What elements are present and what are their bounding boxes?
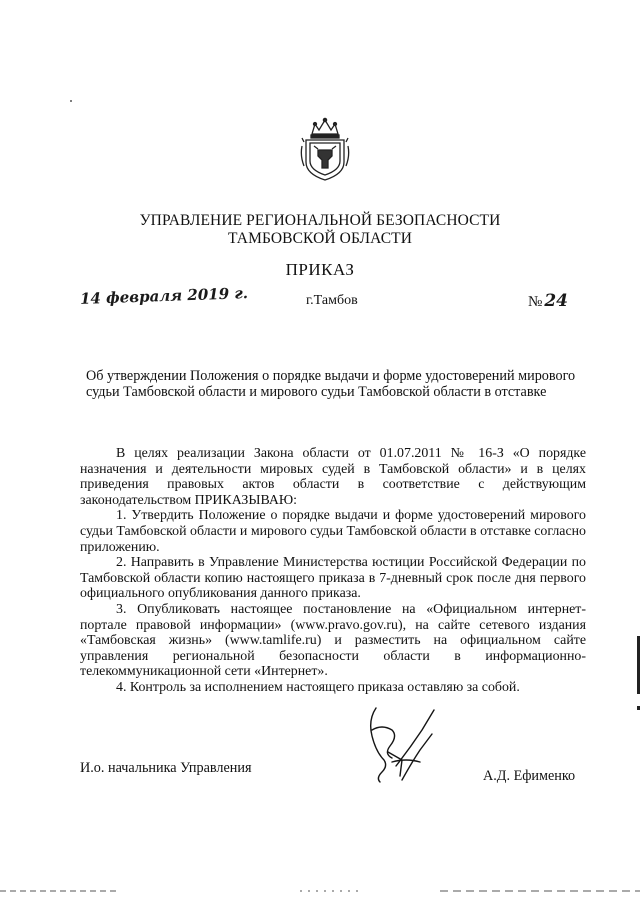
order-item-3: 3. Опубликовать настоящее постановление на «Официальном интернет-портале правовой информации» (www.pravo.gov.ru), на сайте сетевого издания «Тамбовская жизнь» (www.tamlife.ru) и разместить на официальном сайте управления региональной безопасности области в информационно-телекоммуникационной сети «Интернет». (80, 601, 586, 680)
document-city: г.Тамбов (306, 293, 358, 308)
preamble-paragraph: В целях реализации Закона области от 01.07.2011 № 16-З «О порядке назначения и деятельности мировых судей в Тамбовской области» и в целях приведения правовых актов области в соответствие с действующим законодательством ПРИКАЗЫВАЮ: (80, 446, 586, 508)
number-value: 24 (544, 291, 568, 311)
document-body (80, 446, 586, 696)
document-type: ПРИКАЗ (285, 260, 355, 279)
scan-bottom-noise (0, 888, 640, 894)
number-prefix: № (528, 294, 543, 310)
organization-region: ТАМБОВСКОЙ ОБЛАСТИ (228, 230, 412, 247)
scan-speck (70, 100, 72, 102)
handwritten-signature (362, 700, 446, 792)
signer-position: И.о. начальника Управления (80, 760, 252, 776)
order-item-4: 4. Контроль за исполнением настоящего приказа оставляю за собой. (116, 679, 520, 695)
coat-of-arms-icon (300, 116, 350, 182)
organization-name: УПРАВЛЕНИЕ РЕГИОНАЛЬНОЙ БЕЗОПАСНОСТИ (139, 212, 501, 229)
document-number (528, 291, 568, 311)
document-date: 14 февраля 2019 г. (79, 284, 249, 308)
order-item-2: 2. Направить в Управление Министерства юстиции Российской Федерации по Тамбовской области копию настоящего приказа в 7-дневный срок после дня первого официального опубликования данного приказа. (80, 555, 586, 602)
document-subject: Об утверждении Положения о порядке выдачи и форме удостоверений мирового судьи Тамбовской области и мирового судьи Тамбовской области в отставке (86, 368, 576, 400)
signer-name: А.Д. Ефименко (483, 768, 576, 784)
order-item-1: 1. Утвердить Положение о порядке выдачи и форме удостоверений мирового судьи Тамбовской области и мирового судьи Тамбовской области в отставке согласно приложению. (80, 508, 586, 555)
